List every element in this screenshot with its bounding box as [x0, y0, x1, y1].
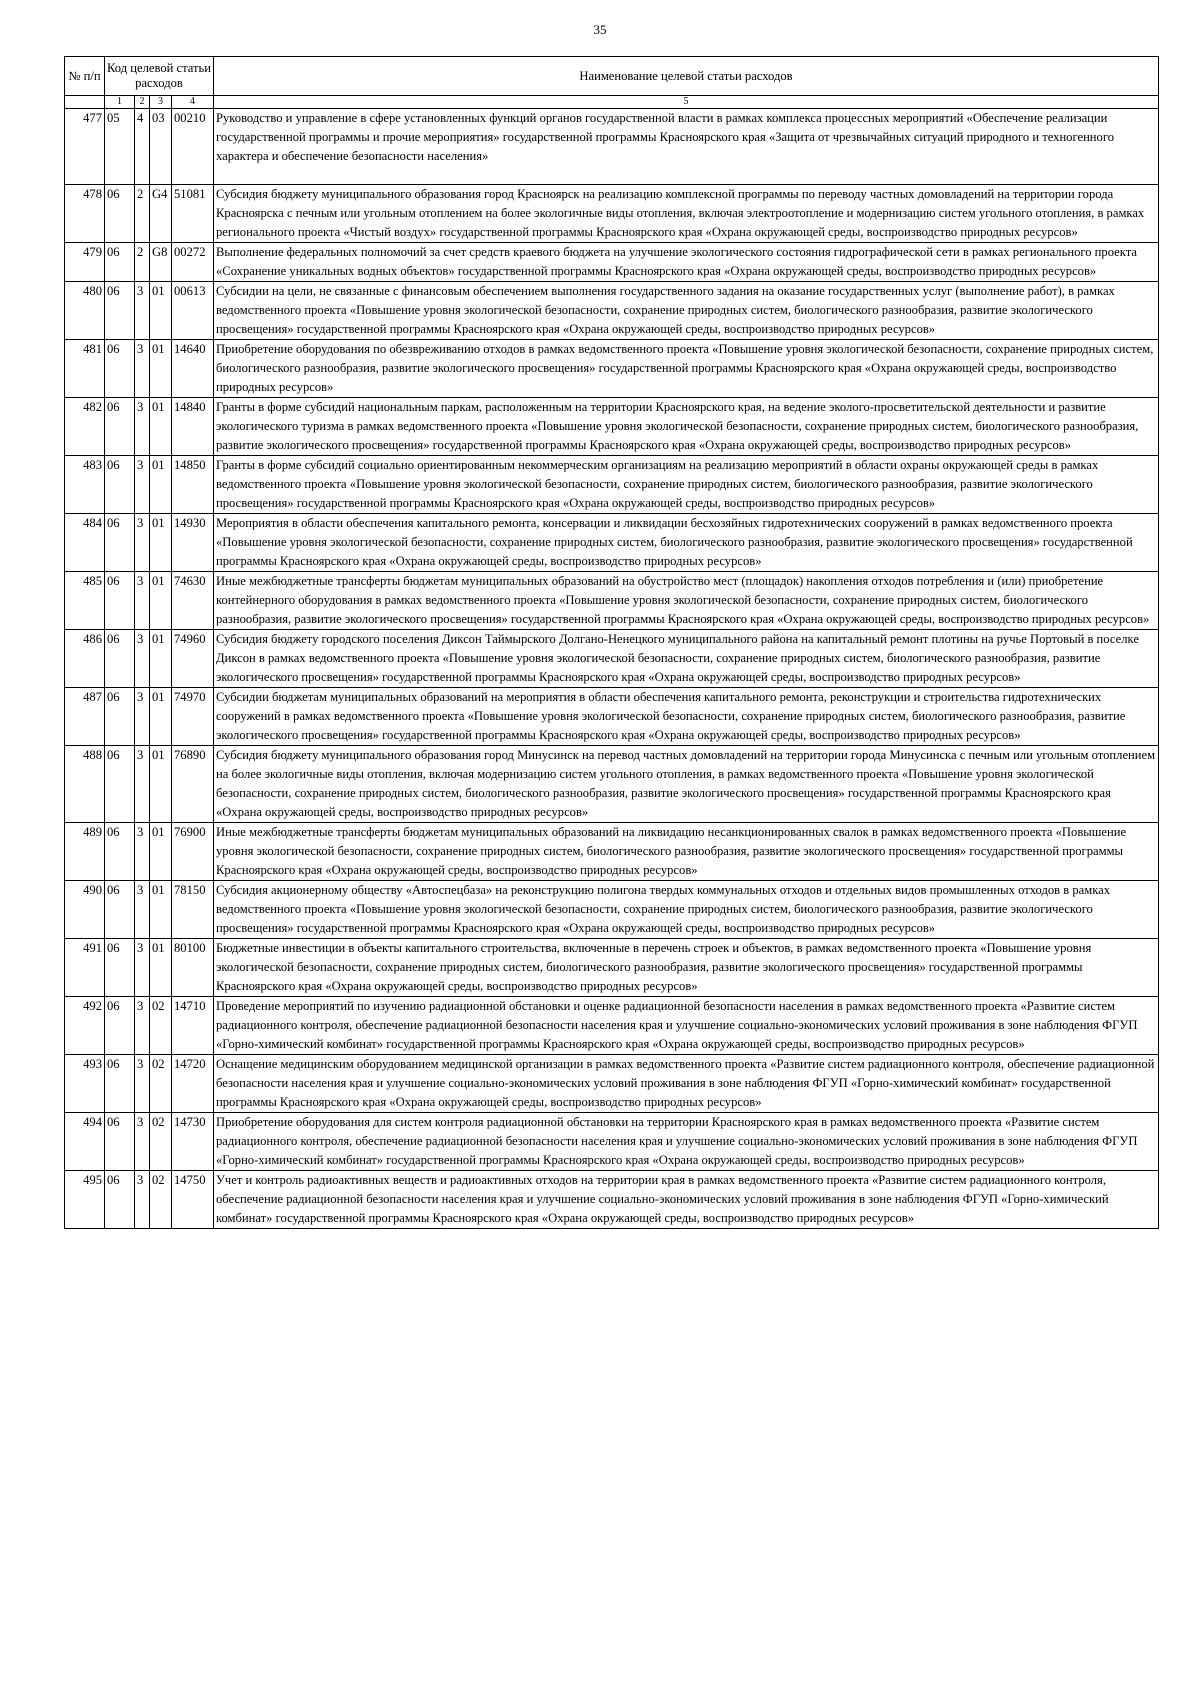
code-part-4-cell: 14850	[172, 456, 214, 514]
expense-name-cell: Приобретение оборудования для систем контроля радиационной обстановки на территории Красноярского края в рамках ведомственного проекта «Развитие систем радиационного контроля, обеспечение радиационной безопасности населения края и улучшение социально-экономических условий проживания в зоне наблюдения ФГУП «Горно-химический комбинат» государственной программы Красноярского края «Охрана окружающей среды, воспроизводство природных ресурсов»	[214, 1113, 1159, 1171]
expense-name-cell: Приобретение оборудования по обезвреживанию отходов в рамках ведомственного проекта «Повышение уровня экологической безопасности, сохранение природных систем, биологического разнообразия, развитие экологического просвещения» государственной программы Красноярского края «Охрана окружающей среды, воспроизводство природных ресурсов»	[214, 340, 1159, 398]
table-row	[65, 398, 1159, 456]
table-row	[65, 109, 1159, 185]
code-part-3-cell: 01	[150, 881, 172, 939]
code-part-3-cell: 01	[150, 282, 172, 340]
code-part-1-cell: 06	[105, 746, 135, 823]
code-part-1-cell: 06	[105, 939, 135, 997]
code-part-3-cell: 01	[150, 340, 172, 398]
table-row	[65, 939, 1159, 997]
row-number-cell: 487	[65, 688, 105, 746]
code-part-3-cell: 01	[150, 688, 172, 746]
table-row	[65, 630, 1159, 688]
index-cell: 1	[105, 96, 135, 109]
index-cell-empty	[65, 96, 105, 109]
code-part-2-cell: 3	[135, 340, 150, 398]
code-part-4-cell: 14730	[172, 1113, 214, 1171]
code-part-3-cell: 02	[150, 1171, 172, 1229]
table-row	[65, 1055, 1159, 1113]
code-part-3-cell: 02	[150, 997, 172, 1055]
code-part-3-cell: 02	[150, 1055, 172, 1113]
code-part-4-cell: 78150	[172, 881, 214, 939]
expense-name-cell: Учет и контроль радиоактивных веществ и радиоактивных отходов на территории края в рамках ведомственного проекта «Развитие систем радиационного контроля, обеспечение радиационной безопасности населения края и улучшение социально-экономических условий проживания в зоне наблюдения ФГУП «Горно-химический комбинат» государственной программы Красноярского края «Охрана окружающей среды, воспроизводство природных ресурсов»	[214, 1171, 1159, 1229]
expense-name-cell: Мероприятия в области обеспечения капитального ремонта, консервации и ликвидации бесхозяйных гидротехнических сооружений в рамках ведомственного проекта «Повышение уровня экологической безопасности, сохранение природных систем, биологического разнообразия, развитие экологического просвещения» государственной программы Красноярского края «Охрана окружающей среды, воспроизводство природных ресурсов»	[214, 514, 1159, 572]
code-part-1-cell: 06	[105, 340, 135, 398]
code-part-1-cell: 06	[105, 243, 135, 282]
expense-name-cell: Бюджетные инвестиции в объекты капитального строительства, включенные в перечень строек и объектов, в рамках ведомственного проекта «Повышение уровня экологической безопасности, сохранение природных систем, биологического разнообразия, развитие экологического просвещения» государственной программы Красноярского края «Охрана окружающей среды, воспроизводство природных ресурсов»	[214, 939, 1159, 997]
table-row	[65, 456, 1159, 514]
code-part-2-cell: 3	[135, 688, 150, 746]
table-row	[65, 185, 1159, 243]
table-body	[65, 109, 1159, 1229]
header-row-number: № п/п	[65, 57, 105, 96]
code-part-4-cell: 74630	[172, 572, 214, 630]
table-row	[65, 340, 1159, 398]
code-part-4-cell: 14710	[172, 997, 214, 1055]
code-part-1-cell: 05	[105, 109, 135, 185]
row-number-cell: 494	[65, 1113, 105, 1171]
code-part-3-cell: 01	[150, 630, 172, 688]
index-cell: 3	[150, 96, 172, 109]
row-number-cell: 486	[65, 630, 105, 688]
code-part-4-cell: 00210	[172, 109, 214, 185]
code-part-4-cell: 14750	[172, 1171, 214, 1229]
code-part-4-cell: 14840	[172, 398, 214, 456]
target-expense-table	[64, 56, 1159, 1229]
code-part-3-cell: 02	[150, 1113, 172, 1171]
code-part-2-cell: 3	[135, 939, 150, 997]
table-row	[65, 1113, 1159, 1171]
code-part-4-cell: 14930	[172, 514, 214, 572]
expense-name-cell: Руководство и управление в сфере установленных функций органов государственной власти в рамках комплекса процессных мероприятий «Обеспечение реализации государственной программы и прочие мероприятия» государственной программы Красноярского края «Защита от чрезвычайных ситуаций природного и техногенного характера и обеспечение безопасности населения»	[214, 109, 1159, 185]
code-part-1-cell: 06	[105, 881, 135, 939]
code-part-3-cell: 01	[150, 398, 172, 456]
code-part-3-cell: 01	[150, 746, 172, 823]
code-part-1-cell: 06	[105, 572, 135, 630]
expense-name-cell: Субсидия бюджету городского поселения Диксон Таймырского Долгано-Ненецкого муниципального района на капитальный ремонт плотины на ручье Портовый в поселке Диксон в рамках ведомственного проекта «Повышение уровня экологической безопасности, сохранение природных систем, биологического разнообразия, развитие экологического просвещения» государственной программы Красноярского края «Охрана окружающей среды, воспроизводство природных ресурсов»	[214, 630, 1159, 688]
code-part-1-cell: 06	[105, 1113, 135, 1171]
code-part-4-cell: 14640	[172, 340, 214, 398]
expense-name-cell: Субсидии бюджетам муниципальных образований на мероприятия в области обеспечения капитального ремонта, реконструкции и строительства гидротехнических сооружений в рамках ведомственного проекта «Повышение уровня экологической безопасности, сохранение природных систем, биологического разнообразия, развитие экологического просвещения» государственной программы Красноярского края «Охрана окружающей среды, воспроизводство природных ресурсов»	[214, 688, 1159, 746]
row-number-cell: 484	[65, 514, 105, 572]
code-part-4-cell: 74970	[172, 688, 214, 746]
code-part-1-cell: 06	[105, 823, 135, 881]
code-part-2-cell: 3	[135, 630, 150, 688]
code-part-2-cell: 3	[135, 572, 150, 630]
code-part-3-cell: 03	[150, 109, 172, 185]
code-part-4-cell: 76900	[172, 823, 214, 881]
code-part-1-cell: 06	[105, 456, 135, 514]
code-part-2-cell: 3	[135, 823, 150, 881]
table-row	[65, 746, 1159, 823]
row-number-cell: 478	[65, 185, 105, 243]
table-row	[65, 997, 1159, 1055]
row-number-cell: 479	[65, 243, 105, 282]
row-number-cell: 488	[65, 746, 105, 823]
table-index-row	[65, 96, 1159, 109]
code-part-2-cell: 2	[135, 185, 150, 243]
code-part-3-cell: 01	[150, 456, 172, 514]
table-row	[65, 282, 1159, 340]
expense-name-cell: Субсидия акционерному обществу «Автоспецбаза» на реконструкцию полигона твердых коммунальных отходов и отдельных видов промышленных отходов в рамках ведомственного проекта «Повышение уровня экологической безопасности, сохранение природных систем, биологического разнообразия, развитие экологического просвещения» государственной программы Красноярского края «Охрана окружающей среды, воспроизводство природных ресурсов»	[214, 881, 1159, 939]
code-part-2-cell: 3	[135, 1113, 150, 1171]
row-number-cell: 480	[65, 282, 105, 340]
code-part-1-cell: 06	[105, 1171, 135, 1229]
expense-name-cell: Иные межбюджетные трансферты бюджетам муниципальных образований на ликвидацию несанкционированных свалок в рамках ведомственного проекта «Повышение уровня экологической безопасности, сохранение природных систем, биологического разнообразия, развитие экологического просвещения» государственной программы Красноярского края «Охрана окружающей среды, воспроизводство природных ресурсов»	[214, 823, 1159, 881]
code-part-2-cell: 3	[135, 746, 150, 823]
code-part-3-cell: 01	[150, 823, 172, 881]
expense-name-cell: Выполнение федеральных полномочий за счет средств краевого бюджета на улучшение экологического состояния гидрографической сети в рамках регионального проекта «Сохранение уникальных водных объектов» государственной программы Красноярского края «Охрана окружающей среды, воспроизводство природных ресурсов»	[214, 243, 1159, 282]
table-header-row	[65, 57, 1159, 96]
code-part-1-cell: 06	[105, 514, 135, 572]
expense-name-cell: Оснащение медицинским оборудованием медицинской организации в рамках ведомственного проекта «Развитие систем радиационного контроля, обеспечение радиационной безопасности населения края и улучшение социально-экономических условий проживания в зоне наблюдения ФГУП «Горно-химический комбинат» государственной программы Красноярского края «Охрана окружающей среды, воспроизводство природных ресурсов»	[214, 1055, 1159, 1113]
row-number-cell: 481	[65, 340, 105, 398]
index-cell: 2	[135, 96, 150, 109]
code-part-4-cell: 80100	[172, 939, 214, 997]
code-part-1-cell: 06	[105, 688, 135, 746]
index-cell: 4	[172, 96, 214, 109]
code-part-3-cell: G4	[150, 185, 172, 243]
row-number-cell: 477	[65, 109, 105, 185]
table-row	[65, 514, 1159, 572]
code-part-2-cell: 3	[135, 1055, 150, 1113]
row-number-cell: 492	[65, 997, 105, 1055]
code-part-2-cell: 4	[135, 109, 150, 185]
code-part-2-cell: 3	[135, 881, 150, 939]
row-number-cell: 485	[65, 572, 105, 630]
table-row	[65, 688, 1159, 746]
code-part-4-cell: 74960	[172, 630, 214, 688]
expense-name-cell: Проведение мероприятий по изучению радиационной обстановки и оценке радиационной безопасности населения в рамках ведомственного проекта «Развитие систем радиационного контроля, обеспечение радиационной безопасности населения края и улучшение социально-экономических условий проживания в зоне наблюдения ФГУП «Горно-химический комбинат» государственной программы Красноярского края «Охрана окружающей среды, воспроизводство природных ресурсов»	[214, 997, 1159, 1055]
row-number-cell: 482	[65, 398, 105, 456]
row-number-cell: 489	[65, 823, 105, 881]
index-cell: 5	[214, 96, 1159, 109]
row-number-cell: 495	[65, 1171, 105, 1229]
code-part-2-cell: 3	[135, 282, 150, 340]
row-number-cell: 490	[65, 881, 105, 939]
code-part-4-cell: 00613	[172, 282, 214, 340]
code-part-2-cell: 2	[135, 243, 150, 282]
code-part-2-cell: 3	[135, 997, 150, 1055]
header-code: Код целевой статьи расходов	[105, 57, 214, 96]
header-name: Наименование целевой статьи расходов	[214, 57, 1159, 96]
row-number-cell: 493	[65, 1055, 105, 1113]
code-part-1-cell: 06	[105, 1055, 135, 1113]
expense-name-cell: Иные межбюджетные трансферты бюджетам муниципальных образований на обустройство мест (площадок) накопления отходов потребления и (или) приобретение контейнерного оборудования в рамках ведомственного проекта «Повышение уровня экологической безопасности, сохранение природных систем, биологического разнообразия, развитие экологического просвещения» государственной программы Красноярского края «Охрана окружающей среды, воспроизводство природных ресурсов»	[214, 572, 1159, 630]
code-part-2-cell: 3	[135, 1171, 150, 1229]
row-number-cell: 491	[65, 939, 105, 997]
table-row	[65, 823, 1159, 881]
table-row	[65, 881, 1159, 939]
code-part-4-cell: 76890	[172, 746, 214, 823]
code-part-1-cell: 06	[105, 630, 135, 688]
expense-name-cell: Гранты в форме субсидий социально ориентированным некоммерческим организациям на реализацию мероприятий в области охраны окружающей среды в рамках ведомственного проекта «Повышение уровня экологической безопасности, сохранение природных систем, биологического разнообразия, развитие экологического просвещения» государственной программы Красноярского края «Охрана окружающей среды, воспроизводство природных ресурсов»	[214, 456, 1159, 514]
expense-name-cell: Субсидия бюджету муниципального образования город Красноярск на реализацию комплексной программы по переводу частных домовладений на территории города Красноярска с печным или угольным отоплением на более экологичные виды отопления, включая электроотопление и модернизацию систем угольного отопления, в рамках регионального проекта «Чистый воздух» государственной программы Красноярского края «Охрана окружающей среды, воспроизводство природных ресурсов»	[214, 185, 1159, 243]
code-part-2-cell: 3	[135, 398, 150, 456]
code-part-1-cell: 06	[105, 282, 135, 340]
code-part-3-cell: 01	[150, 572, 172, 630]
table-row	[65, 572, 1159, 630]
code-part-1-cell: 06	[105, 997, 135, 1055]
page-number: 35	[593, 22, 607, 37]
code-part-2-cell: 3	[135, 514, 150, 572]
code-part-1-cell: 06	[105, 185, 135, 243]
table-row	[65, 243, 1159, 282]
code-part-4-cell: 00272	[172, 243, 214, 282]
expense-name-cell: Гранты в форме субсидий национальным паркам, расположенным на территории Красноярского края, на ведение эколого-просветительской деятельности и развитие экологического туризма в рамках ведомственного проекта «Повышение уровня экологической безопасности, сохранение природных систем, биологического разнообразия, развитие экологического просвещения» государственной программы Красноярского края «Охрана окружающей среды, воспроизводство природных ресурсов»	[214, 398, 1159, 456]
code-part-1-cell: 06	[105, 398, 135, 456]
table-row	[65, 1171, 1159, 1229]
code-part-3-cell: 01	[150, 939, 172, 997]
code-part-4-cell: 14720	[172, 1055, 214, 1113]
code-part-4-cell: 51081	[172, 185, 214, 243]
code-part-3-cell: 01	[150, 514, 172, 572]
expense-name-cell: Субсидии на цели, не связанные с финансовым обеспечением выполнения государственного задания на оказание государственных услуг (выполнение работ), в рамках ведомственного проекта «Повышение уровня экологической безопасности, сохранение природных систем, биологического разнообразия, развитие экологического просвещения» государственной программы Красноярского края «Охрана окружающей среды, воспроизводство природных ресурсов»	[214, 282, 1159, 340]
code-part-3-cell: G8	[150, 243, 172, 282]
expense-name-cell: Субсидия бюджету муниципального образования город Минусинск на перевод частных домовладений на территории города Минусинска с печным или угольным отоплением на более экологичные виды отопления, включая модернизацию систем угольного отопления, в рамках ведомственного проекта «Повышение уровня экологической безопасности, сохранение природных систем, биологического разнообразия, развитие экологического просвещения» государственной программы Красноярского края «Охрана окружающей среды, воспроизводство природных ресурсов»	[214, 746, 1159, 823]
code-part-2-cell: 3	[135, 456, 150, 514]
row-number-cell: 483	[65, 456, 105, 514]
